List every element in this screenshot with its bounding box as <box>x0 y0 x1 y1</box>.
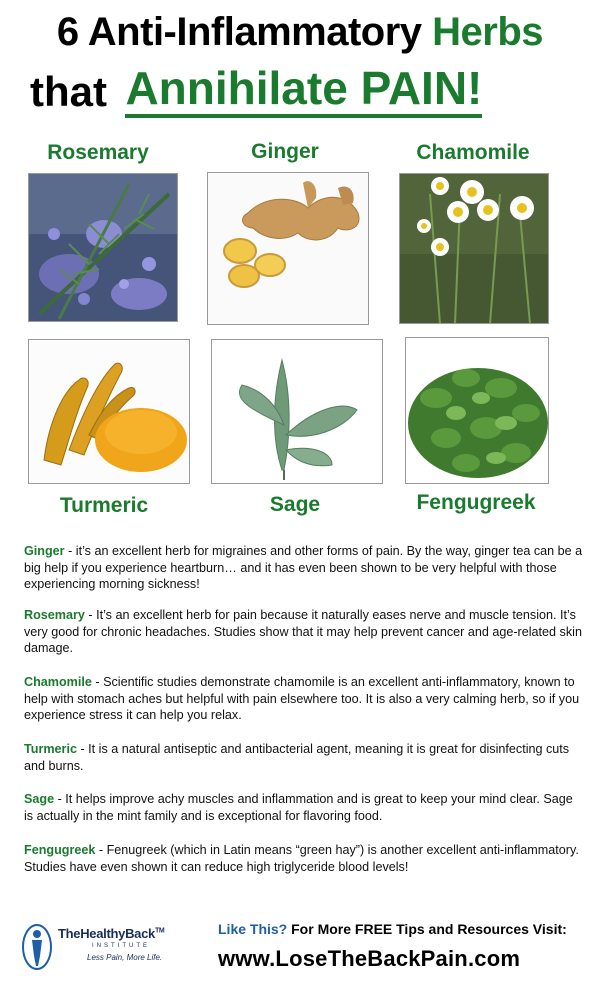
description-name: Fengugreek <box>24 843 96 857</box>
ginger-illustration <box>208 173 369 325</box>
logo-name-text: TheHealthyBack <box>58 926 155 941</box>
description-ginger <box>24 543 584 593</box>
like-this-question: Like This? <box>218 921 288 937</box>
description-rosemary <box>24 607 584 657</box>
sage-image <box>211 339 383 484</box>
description-chamomile <box>24 674 584 724</box>
description-name: Turmeric <box>24 742 77 756</box>
healthy-back-logo[interactable] <box>22 922 202 972</box>
description-name: Ginger <box>24 544 65 558</box>
fenugreek-image <box>405 337 549 484</box>
logo-institute: INSTITUTE <box>92 943 150 949</box>
subtitle-accent: Annihilate PAIN! <box>125 62 482 118</box>
logo-name <box>58 926 164 941</box>
herb-label-turmeric: Turmeric <box>59 494 149 517</box>
logo-trademark: TM <box>154 927 165 935</box>
description-text: - it’s an excellent herb for migraines and other forms of pain. By the way, ginger tea can be a big help if you experience heartburn… and it has even been shown to be very helpful with those experiencing morning sickness! <box>24 544 583 591</box>
description-name: Sage <box>24 792 55 806</box>
title-accent-herbs: Herbs <box>432 10 544 54</box>
turmeric-illustration <box>29 340 190 484</box>
fenugreek-illustration <box>406 338 549 484</box>
logo-figure-icon <box>22 924 52 970</box>
description-name: Chamomile <box>24 675 92 689</box>
chamomile-illustration <box>400 174 549 324</box>
chamomile-image <box>399 173 549 324</box>
ginger-image <box>207 172 369 325</box>
description-sage <box>24 791 584 824</box>
rosemary-image <box>28 173 178 322</box>
herb-label-sage: Sage <box>269 493 321 516</box>
herb-label-rosemary: Rosemary <box>47 141 149 164</box>
turmeric-image <box>28 339 190 484</box>
description-text: - Scientific studies demonstrate chamomile is an excellent anti-inflammatory, known to help with stomach aches but helpful with pain elsewhere too. It is also a very calming herb, so if you experience stress it can help you relax. <box>24 675 580 722</box>
description-text: - It is a natural antiseptic and antibacterial agent, meaning it is great for disinfecting cuts and burns. <box>24 742 570 773</box>
herb-label-fenugreek: Fengugreek <box>416 491 536 514</box>
footer-call-to-action <box>218 921 567 937</box>
description-fenugreek <box>24 842 584 875</box>
page-subtitle <box>30 62 600 118</box>
website-link[interactable]: www.LoseTheBackPain.com <box>218 946 521 971</box>
sage-illustration <box>212 340 383 484</box>
description-turmeric <box>24 741 584 774</box>
title-prefix: 6 Anti-Inflammatory <box>56 10 422 54</box>
rosemary-illustration <box>29 174 178 322</box>
page-title <box>0 8 600 56</box>
logo-tagline: Less Pain, More Life. <box>87 953 163 962</box>
herb-label-chamomile: Chamomile <box>416 141 530 164</box>
like-this-rest: For More FREE Tips and Resources Visit: <box>287 921 567 937</box>
description-text: - It helps improve achy muscles and inflammation and is great to keep your mind clear. Sage is actually in the mint family and is exceptional for flavoring food. <box>24 792 573 823</box>
herb-label-ginger: Ginger <box>251 140 319 163</box>
description-text: - It’s an excellent herb for pain because it naturally eases nerve and muscle tension. It’s very good for chronic headaches. Studies show that it may help prevent cancer and age-related skin damage. <box>24 608 582 655</box>
description-text: - Fenugreek (which in Latin means “green hay”) is another excellent anti-inflammatory. Studies have even shown it can reduce high triglyceride blood levels! <box>24 843 579 874</box>
subtitle-prefix: that <box>30 68 107 115</box>
description-name: Rosemary <box>24 608 85 622</box>
